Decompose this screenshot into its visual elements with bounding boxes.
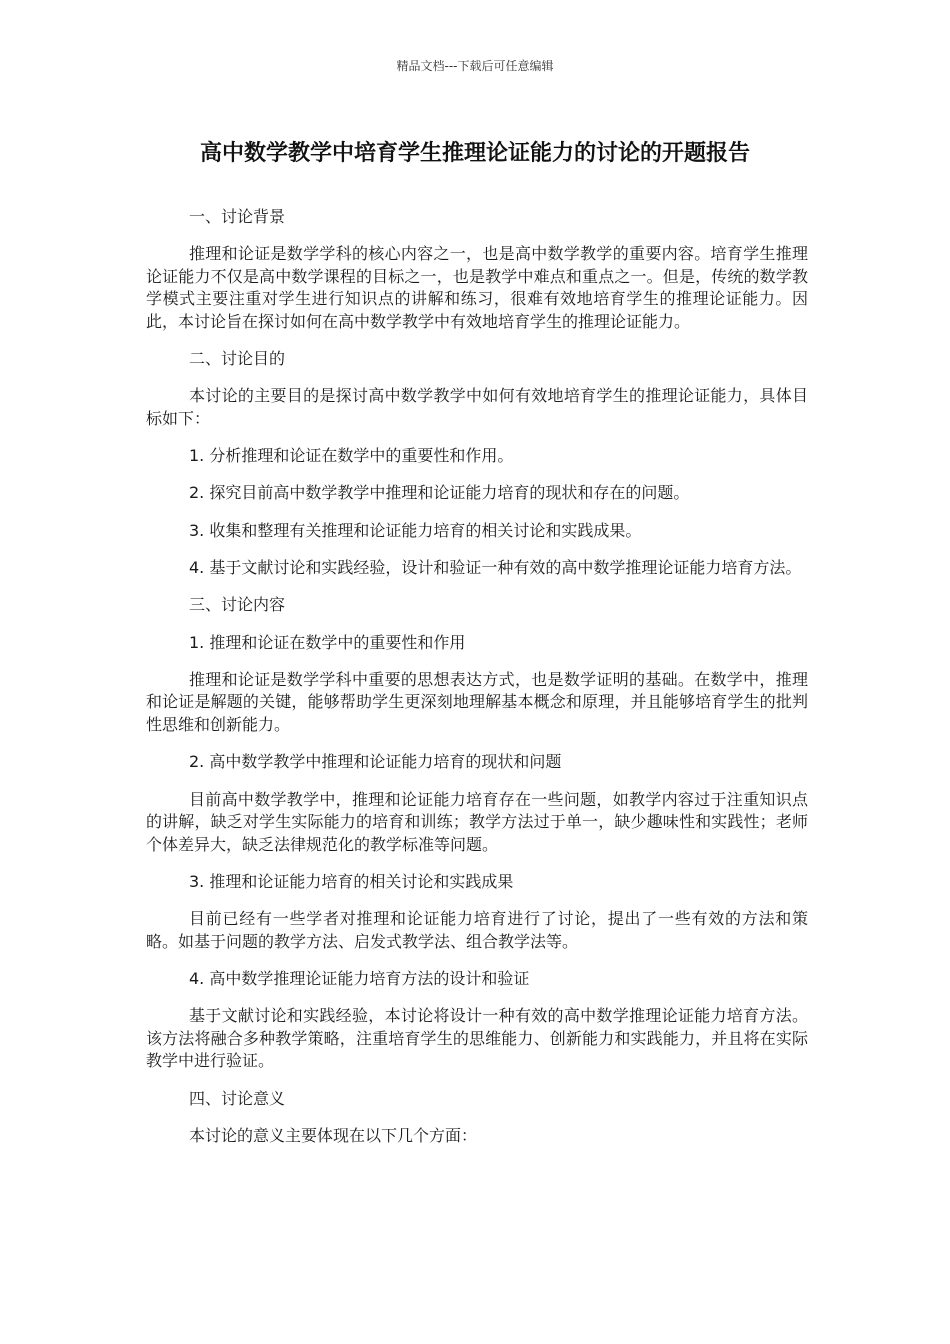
subheading-content-4: 4. 高中数学推理论证能力培育方法的设计和验证: [189, 968, 530, 988]
paragraph-content-3: 目前已经有一些学者对推理和论证能力培育进行了讨论，提出了一些有效的方法和策略。如基于问题的教学方法、启发式教学法、组合教学法等。: [146, 909, 808, 951]
subheading-content-1: 1. 推理和论证在数学中的重要性和作用: [189, 632, 466, 652]
document-title: 高中数学教学中培育学生推理论证能力的讨论的开题报告: [199, 141, 750, 166]
list-item-goal-2: 2. 探究目前高中数学教学中推理和论证能力培育的现状和存在的问题。: [189, 483, 690, 503]
section-heading-background: 一、讨论背景: [189, 207, 286, 226]
list-item-goal-4: 4. 基于文献讨论和实践经验，设计和验证一种有效的高中数学推理论证能力培育方法。: [189, 558, 802, 578]
list-item-goal-1: 1. 分析推理和论证在数学中的重要性和作用。: [189, 446, 514, 466]
paragraph-significance: 本讨论的意义主要体现在以下几个方面：: [189, 1125, 478, 1145]
paragraph-content-1: 推理和论证是数学学科中重要的思想表达方式，也是数学证明的基础。在数学中，推理和论证是解题的关键，能够帮助学生更深刻地理解基本概念和原理，并且能够培育学生的批判性思维和创新能力。: [146, 669, 808, 734]
paragraph-content-4: 基于文献讨论和实践经验，本讨论将设计一种有效的高中数学推理论证能力培育方法。该方法将融合多种教学策略，注重培育学生的思维能力、创新能力和实践能力，并且将在实际教学中进行验证。: [146, 1006, 808, 1071]
paragraph-purpose: 本讨论的主要目的是探讨高中数学教学中如何有效地培育学生的推理论证能力，具体目标如下：: [146, 386, 808, 428]
subheading-content-2: 2. 高中数学教学中推理和论证能力培育的现状和问题: [189, 752, 562, 772]
list-item-goal-3: 3. 收集和整理有关推理和论证能力培育的相关讨论和实践成果。: [189, 520, 642, 540]
paragraph-background: 推理和论证是数学学科的核心内容之一，也是高中数学教学的重要内容。培育学生推理论证能力不仅是高中数学课程的目标之一，也是教学中难点和重点之一。但是，传统的数学教学模式主要注重对学生进行知识点的讲解和练习，很难有效地培育学生的推理论证能力。因此，本讨论旨在探讨如何在高中数学教学中有效地培育学生的推理论证能力。: [146, 244, 808, 331]
subheading-content-3: 3. 推理和论证能力培育的相关讨论和实践成果: [189, 871, 514, 891]
document-body: [146, 206, 808, 1162]
section-heading-significance: 四、讨论意义: [189, 1088, 286, 1108]
paragraph-content-2: 目前高中数学教学中，推理和论证能力培育存在一些问题，如教学内容过于注重知识点的讲解，缺乏对学生实际能力的培育和训练；教学方法过于单一，缺少趣味性和实践性；老师个体差异大，缺乏法律规范化的教学标准等问题。: [146, 789, 808, 854]
header-note: 精品文档---下载后可任意编辑: [396, 59, 554, 73]
section-heading-content: 三、讨论内容: [189, 595, 286, 615]
section-heading-purpose: 二、讨论目的: [189, 349, 286, 369]
